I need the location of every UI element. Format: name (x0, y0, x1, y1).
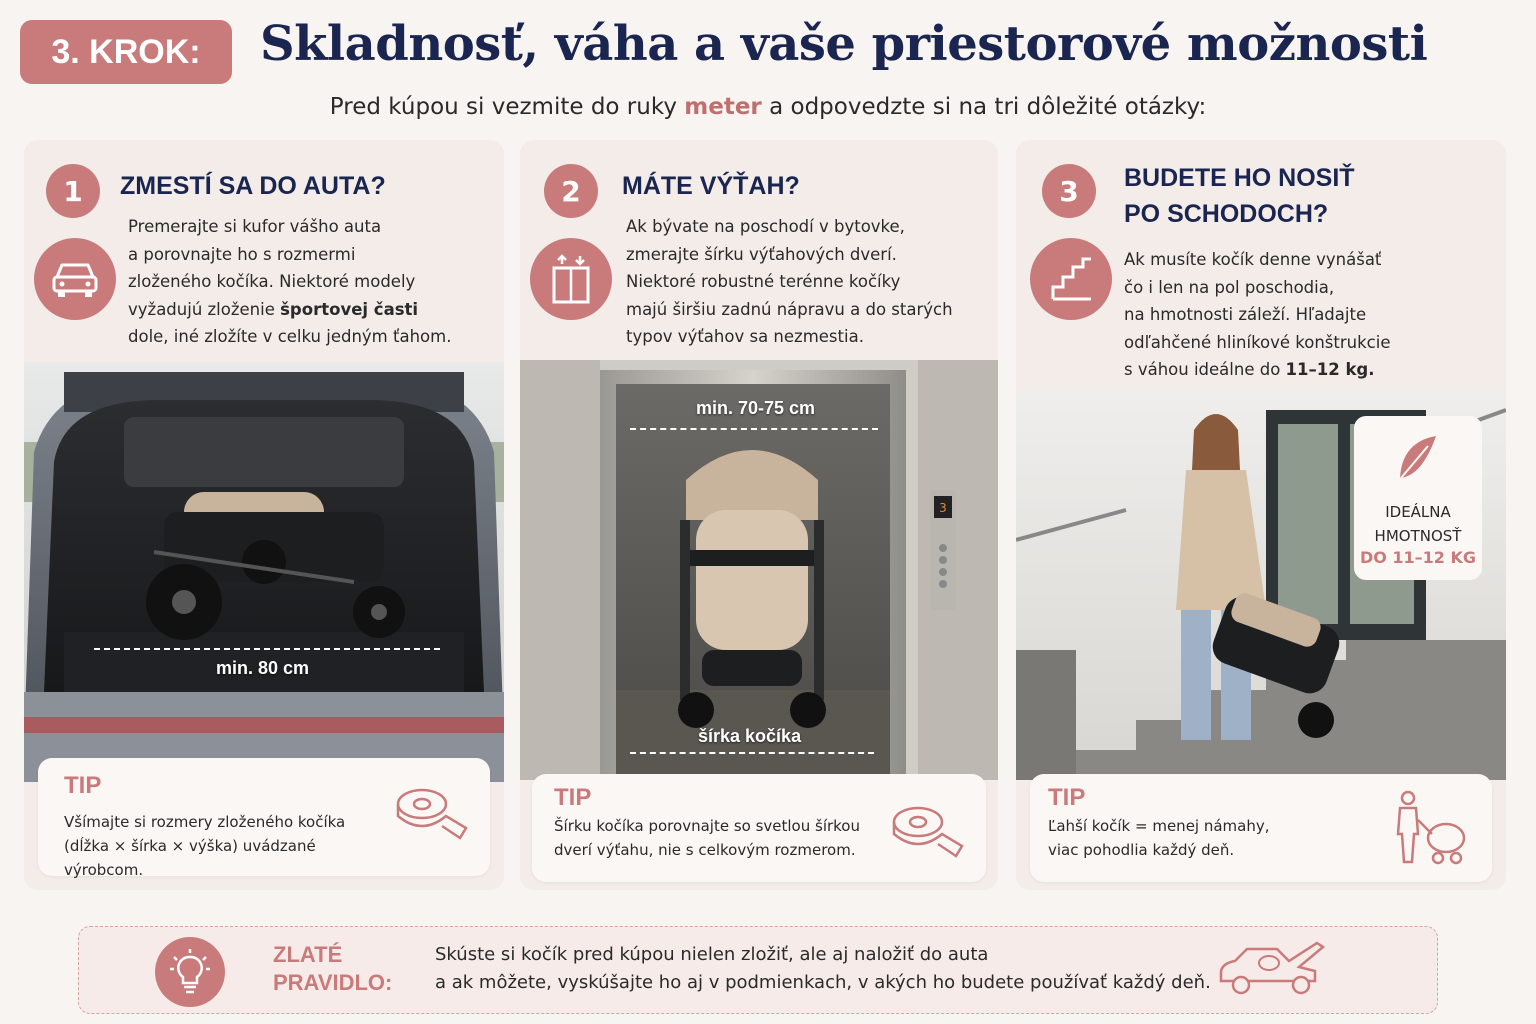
tip-text (554, 814, 884, 862)
desc-line: Premerajte si kufor vášho auta (128, 217, 382, 236)
person-carrying-stroller-icon (1392, 790, 1468, 866)
card-car (24, 140, 504, 890)
weight-value: DO 11–12 KG (1359, 548, 1477, 567)
desc-line (1124, 356, 1494, 384)
elevator-floor-display: 3 (939, 501, 947, 515)
subtitle-text-end: a odpovedzte si na tri dôležité otázky: (761, 94, 1207, 120)
car-icon (34, 238, 116, 320)
tip-box-elevator (532, 774, 986, 882)
card-title-car: ZMESTÍ SA DO AUTA? (120, 172, 386, 200)
measure-label-door: min. 70-75 cm (696, 398, 816, 418)
tip-line: viac pohodlia každý deň. (1048, 841, 1235, 859)
subtitle-highlight: meter (684, 94, 762, 120)
step-number-3: 3 (1042, 164, 1096, 218)
elevator-photo (520, 360, 998, 780)
tip-label: TIP (64, 772, 102, 799)
card-description-elevator (626, 213, 986, 351)
subtitle-text-start: Pred kúpou si vezmite do ruky (329, 94, 685, 120)
desc-line: dole, iné zložíte v celku jedným ťahom. (128, 327, 452, 346)
desc-line: čo i len na pol poschodia, (1124, 277, 1335, 297)
lightbulb-icon (155, 937, 225, 1007)
car-trunk-stroller-icon (1217, 937, 1327, 1003)
weight-line: HMOTNOSŤ (1374, 527, 1462, 545)
desc-line: na hmotnosti záleží. Hľadajte (1124, 305, 1367, 324)
feather-icon (1392, 432, 1442, 486)
desc-text: s váhou ideálne do (1124, 360, 1286, 379)
tip-line: Ľahší kočík = menej námahy, (1048, 817, 1270, 835)
card-stairs (1016, 140, 1506, 890)
tip-line: Šírku kočíka porovnajte so svetlou šírkou (554, 817, 860, 835)
weight-info-box (1354, 416, 1482, 580)
measuring-tape-icon (890, 798, 966, 858)
desc-line (128, 296, 488, 324)
weight-label (1354, 500, 1482, 548)
measure-label-stroller: šírka kočíka (698, 726, 802, 746)
tip-line: Všímajte si rozmery zloženého kočíka (64, 813, 346, 831)
card-description-car (128, 213, 488, 351)
step-number-2: 2 (544, 164, 598, 218)
golden-rule-label (273, 941, 392, 997)
title-line: PO SCHODOCH? (1124, 200, 1329, 228)
card-description-stairs (1124, 246, 1494, 384)
measure-label-trunk: min. 80 cm (216, 658, 310, 678)
elevator-icon (530, 238, 612, 320)
tip-label: TIP (554, 784, 592, 811)
measure-line-door (630, 428, 878, 430)
page-title: Skladnosť, váha a vaše priestorové možnosti (260, 16, 1428, 72)
stairs-icon (1030, 238, 1112, 320)
tip-line: (dĺžka × šírka × výška) uvádzané výrobcom. (64, 837, 316, 879)
desc-line: typov výťahov sa nezmestia. (626, 327, 864, 346)
desc-line: majú širšiu zadnú nápravu a do starých (626, 299, 953, 319)
desc-line: zmerajte šírku výťahových dverí. (626, 244, 897, 264)
desc-line: zloženého kočíka. Niektoré modely (128, 272, 416, 291)
page-subtitle (0, 94, 1536, 120)
desc-line: Ak musíte kočík denne vynášať (1124, 250, 1382, 269)
desc-line: odľahčené hliníkové konštrukcie (1124, 332, 1391, 352)
desc-bold: 11–12 kg. (1285, 360, 1375, 379)
label-line: ZLATÉ (273, 942, 343, 967)
title-line: BUDETE HO NOSIŤ (1124, 164, 1355, 192)
tip-box-stairs (1030, 774, 1492, 882)
desc-text: vyžadujú zloženie (128, 299, 281, 319)
tip-box-car (38, 758, 490, 879)
card-title-stairs (1124, 160, 1355, 232)
desc-bold: športovej časti (280, 299, 419, 319)
label-line: PRAVIDLO: (273, 970, 393, 995)
measure-line-trunk (94, 648, 440, 650)
desc-line: Niektoré robustné terénne kočíky (626, 272, 901, 291)
text-line: Skúste si kočík pred kúpou nielen zložiť, ale aj naložiť do auta (435, 944, 989, 965)
step-number-1: 1 (46, 164, 100, 218)
car-trunk-photo (24, 362, 504, 782)
tip-text (1048, 814, 1378, 862)
card-elevator (520, 140, 998, 890)
tip-text (64, 810, 394, 882)
text-line: a ak môžete, vyskúšajte ho aj v podmienkach, v akých ho budete používať každý deň. (435, 972, 1211, 993)
golden-rule-text (435, 941, 1211, 997)
desc-line: a porovnajte ho s rozmermi (128, 244, 356, 264)
measuring-tape-icon (394, 780, 470, 840)
desc-line: Ak bývate na poschodí v bytovke, (626, 217, 905, 236)
tip-line: dverí výťahu, nie s celkovým rozmerom. (554, 841, 856, 859)
tip-label: TIP (1048, 784, 1086, 811)
step-badge: 3. KROK: (20, 20, 232, 84)
golden-rule-box (78, 926, 1438, 1014)
weight-line: IDEÁLNA (1385, 503, 1451, 521)
measure-line-stroller (630, 752, 874, 754)
card-title-elevator: MÁTE VÝŤAH? (622, 172, 800, 200)
